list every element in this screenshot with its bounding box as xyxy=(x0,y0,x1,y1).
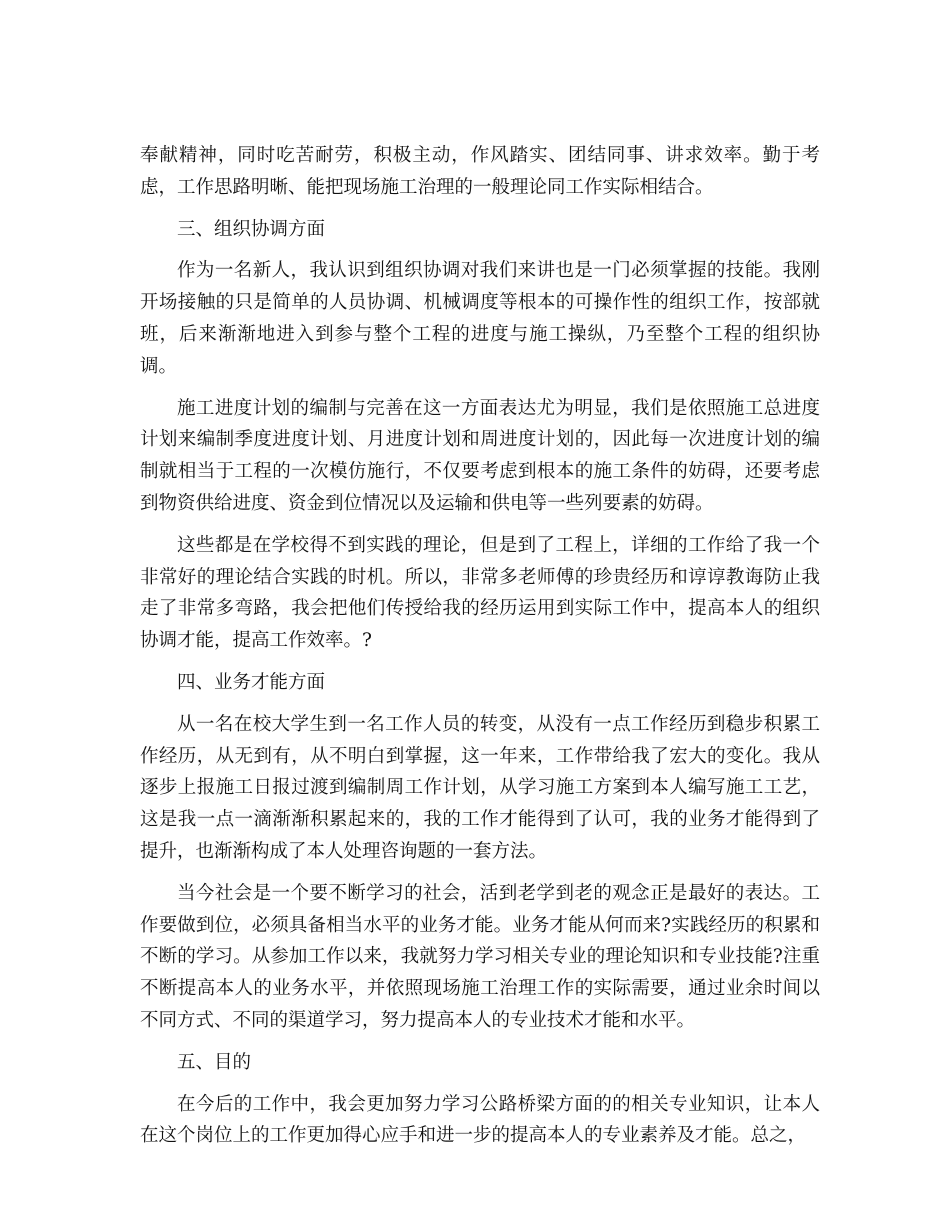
paragraph: 当今社会是一个要不断学习的社会，活到老学到老的观念正是最好的表达。工作要做到位，必须具备相当水平的业务才能。业务才能从何而来?实践经历的积累和不断的学习。从参加工作以来，我就努力学习相关专业的理论知识和专业技能?注重不断提高本人的业务水平，并依照现场施工治理工作的实际需要，通过业余时间以不同方式、不同的渠道学习，努力提高本人的专业技术才能和水平。 xyxy=(140,882,820,1031)
paragraph: 施工进度计划的编制与完善在这一方面表达尤为明显，我们是依照施工总进度计划来编制季度进度计划、月进度计划和周进度计划的，因此每一次进度计划的编制就相当于工程的一次模仿施行，不仅要考虑到根本的施工条件的妨碍，还要考虑到物资供给进度、资金到位情况以及运输和供电等一些列要素的妨碍。 xyxy=(140,397,820,514)
paragraph-continuation: 奉献精神，同时吃苦耐劳，积极主动，作风踏实、团结同事、讲求效率。勤于考虑，工作思路明晰、能把现场施工治理的一般理论同工作实际相结合。 xyxy=(140,145,820,198)
section-heading-goals: 五、目的 xyxy=(177,1051,252,1073)
document-body xyxy=(140,140,820,1162)
paragraph: 这些都是在学校得不到实践的理论，但是到了工程上，详细的工作给了我一个非常好的理论结合实践的时机。所以，非常多老师傅的珍贵经历和谆谆教诲防止我走了非常多弯路，我会把他们传授给我的经历运用到实际工作中，提高本人的组织协调才能，提高工作效率。? xyxy=(140,534,820,652)
section-heading-organization: 三、组织协调方面 xyxy=(177,218,326,240)
paragraph: 从一名在校大学生到一名工作人员的转变，从没有一点工作经历到稳步积累工作经历，从无到有，从不明白到掌握，这一年来，工作带给我了宏大的变化。我从逐步上报施工日报过渡到编制周工作计划，从学习施工方案到本人编写施工工艺，这是我一点一滴渐渐积累起来的，我的工作才能得到了认可，我的业务才能得到了提升，也渐渐构成了本人处理咨询题的一套方法。 xyxy=(140,713,820,862)
paragraph: 作为一名新人，我认识到组织协调对我们来讲也是一门必须掌握的技能。我刚开场接触的只是简单的人员协调、机械调度等根本的可操作性的组织工作，按部就班，后来渐渐地进入到参与整个工程的进度与施工操纵，乃至整个工程的组织协调。 xyxy=(140,260,820,377)
paragraph: 在今后的工作中，我会更加努力学习公路桥梁方面的的相关专业知识，让本人在这个岗位上的工作更加得心应手和进一步的提高本人的专业素养及才能。总之， xyxy=(140,1093,820,1147)
section-heading-business-ability: 四、业务才能方面 xyxy=(177,671,326,693)
